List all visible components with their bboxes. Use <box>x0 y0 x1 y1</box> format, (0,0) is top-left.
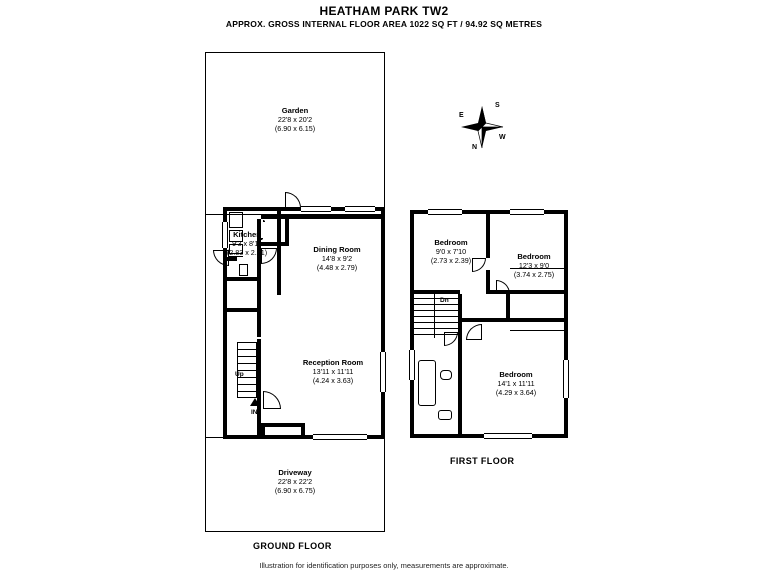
ground-floor-label: GROUND FLOOR <box>253 541 332 551</box>
driveway-name: Driveway <box>278 468 312 477</box>
stair-down-tread <box>414 304 458 305</box>
compass-label-s: S <box>495 102 500 109</box>
kitchen-unit-top <box>229 212 243 228</box>
wall-ff-bathroom-right <box>458 322 462 434</box>
room-label-kitchen <box>214 230 280 257</box>
room-label-bedroom1 <box>412 238 490 265</box>
garden-imperial: 22'8 x 20'2 <box>277 115 313 125</box>
entrance-label: IN <box>251 409 258 416</box>
bedroom1-metric: (2.73 x 2.39) <box>430 256 472 266</box>
compass-label-w: W <box>499 134 506 141</box>
wc-pan <box>440 370 452 380</box>
kitchen-name: Kitchen <box>233 230 261 239</box>
compass-label-e: E <box>459 112 464 119</box>
plot-edge-left-upper <box>205 215 206 437</box>
kitchen-metric: (2.83 x 2.71) <box>226 248 268 258</box>
dining-imperial: 14'8 x 9'2 <box>321 254 353 264</box>
window-ff-left-bath <box>409 350 415 380</box>
wall-between-dining-reception <box>261 215 385 219</box>
wall-ff-landing-left <box>410 290 414 308</box>
room-label-bedroom3 <box>473 370 559 397</box>
door-dining-reception <box>263 220 265 222</box>
door-bed2 <box>496 280 510 294</box>
wall-front-sill-right <box>301 423 305 439</box>
wash-basin <box>438 410 452 420</box>
window-ff-top-right <box>510 209 544 215</box>
first-floor-label: FIRST FLOOR <box>450 456 515 466</box>
stair-tread <box>237 384 257 385</box>
bedroom3-name: Bedroom <box>499 370 533 379</box>
stairs-up-label: Up <box>235 371 244 378</box>
compass-rose <box>455 100 510 155</box>
stair-down-tread <box>414 316 458 317</box>
bedroom3-imperial: 14'1 x 11'11 <box>497 379 535 389</box>
bedroom2-metric: (3.74 x 2.75) <box>513 270 555 280</box>
stair-down-tread <box>414 322 458 323</box>
wall-ff-bed1-right-lower <box>486 270 490 292</box>
window-top-1 <box>301 206 331 212</box>
window-front-reception <box>313 434 367 440</box>
wc-fixture <box>239 264 248 276</box>
reception-name: Reception Room <box>302 358 364 367</box>
room-label-garden <box>240 106 350 133</box>
wall-ff-bed-bottom <box>410 290 460 294</box>
footer-note: Illustration for identification purposes only, measurements are approximate. <box>259 561 509 570</box>
room-label-dining <box>292 245 382 272</box>
window-ff-bottom <box>484 433 532 439</box>
wall-ff-cupboard <box>506 294 510 320</box>
room-label-driveway <box>240 468 350 495</box>
stair-tread <box>237 356 257 357</box>
page-title: HEATHAM PARK TW2 <box>319 4 449 18</box>
kitchen-imperial: 9'3 x 8'11 <box>232 239 262 249</box>
garden-name: Garden <box>281 106 309 115</box>
window-ff-top-left <box>428 209 462 215</box>
reception-metric: (4.24 x 3.63) <box>312 376 354 386</box>
door-bathroom <box>444 332 458 346</box>
window-top-2 <box>345 206 375 212</box>
driveway-imperial: 22'8 x 22'2 <box>277 477 313 487</box>
dining-name: Dining Room <box>313 245 361 254</box>
wall-front-sill <box>261 423 303 427</box>
compass-star-icon <box>455 100 510 155</box>
bedroom1-imperial: 9'0 x 7'10 <box>435 247 467 257</box>
stair-down-tread <box>414 298 458 299</box>
stair-down-tread <box>414 328 458 329</box>
wall-entrance-block <box>223 277 257 281</box>
bedroom2-name: Bedroom <box>517 252 551 261</box>
plot-outline-garden <box>205 52 385 215</box>
window-ff-right-bed3 <box>563 360 569 398</box>
bedroom1-name: Bedroom <box>434 238 468 247</box>
wall-entrance-lower <box>223 308 257 312</box>
bath-tub <box>418 360 436 406</box>
wall-ff-right <box>564 210 568 438</box>
wall-right <box>381 207 385 439</box>
bedroom2-imperial: 12'3 x 9'0 <box>518 261 550 271</box>
wall-ff-bed3-top <box>506 318 568 322</box>
stair-tread <box>237 391 257 392</box>
wall-ff-landing-horizontal <box>458 318 508 322</box>
door-bed3 <box>466 324 482 340</box>
wall-recess-side <box>285 219 289 246</box>
garden-metric: (6.90 x 6.15) <box>274 124 316 134</box>
reception-imperial: 13'11 x 11'11 <box>312 367 354 377</box>
stair-tread <box>237 363 257 364</box>
dining-metric: (4.48 x 2.79) <box>316 263 358 273</box>
compass-label-n: N <box>472 144 478 151</box>
wardrobe-line-bed3 <box>510 330 564 331</box>
driveway-metric: (6.90 x 6.75) <box>274 486 316 496</box>
room-label-reception <box>278 358 388 385</box>
stair-tread <box>237 349 257 350</box>
floor-area-subtitle: APPROX. GROSS INTERNAL FLOOR AREA 1022 SQ FT / 94.92 SQ METRES <box>225 19 543 29</box>
stairs-down-label: Dn <box>440 297 449 304</box>
room-label-bedroom2 <box>497 252 571 279</box>
stair-down-rail <box>434 294 435 338</box>
bedroom3-metric: (4.29 x 3.64) <box>495 388 537 398</box>
stair-down-tread <box>414 310 458 311</box>
entrance-arrow-icon <box>250 398 260 406</box>
door-reception <box>263 391 281 409</box>
